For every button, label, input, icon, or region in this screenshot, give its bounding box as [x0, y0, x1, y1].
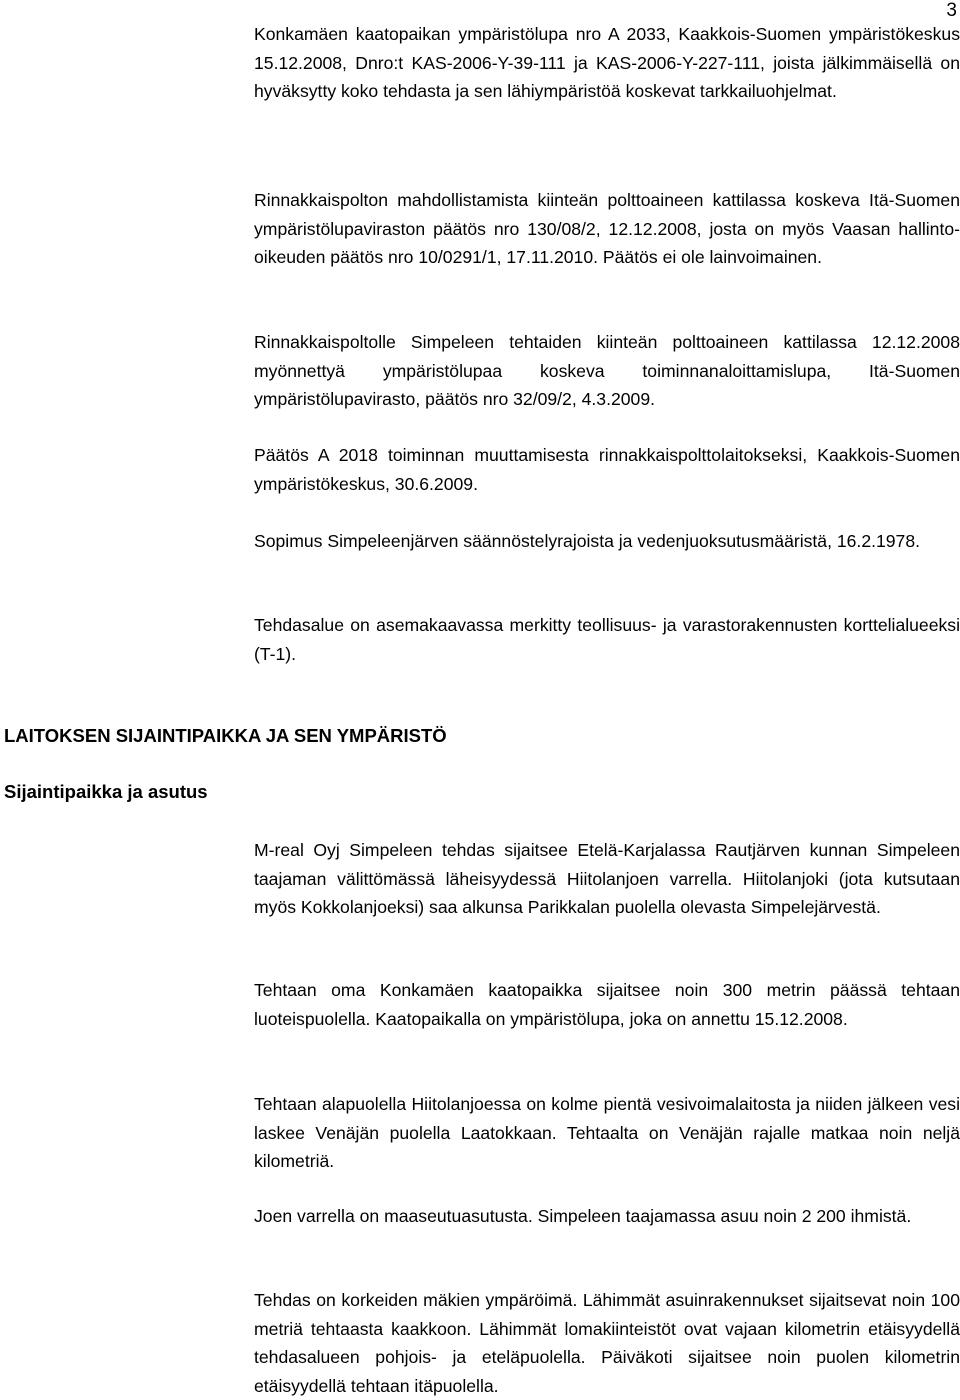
- paragraph-settlement: Joen varrella on maaseutuasutusta. Simpeleen taajamassa asuu noin 2 200 ihmistä.: [254, 1206, 912, 1226]
- section-heading: LAITOKSEN SIJAINTIPAIKKA JA SEN YMPÄRISTÖ: [4, 725, 447, 746]
- paragraph-surroundings: Tehdas on korkeiden mäkien ympäröimä. Lähimmät asuinrakennukset sijaitsevat noin 100 metriä tehtaasta kaakkoon. Lähimmät lomakiinteistöt ovat vajaan kilometrin etäisyydellä tehdasalueen pohjois- ja eteläpuolella. Päiväkoti sijaitsee noin puolen kilometrin etäisyydellä tehtaan itäpuolella.: [254, 1290, 960, 1396]
- paragraph-hydropower: Tehtaan alapuolella Hiitolanjoessa on kolme pientä vesivoimalaitosta ja niiden jälkeen vesi laskee Venäjän puolella Laatokkaan. Tehtaalta on Venäjän rajalle matkaa noin neljä kilometriä.: [254, 1094, 960, 1171]
- paragraph-commencement-permit: Rinnakkaispoltolle Simpeleen tehtaiden kiinteän polttoaineen kattilassa 12.12.2008 myönnettyä ympäristölupaa koskeva toiminnanaloittamislupa, Itä-Suomen ympäristölupavirasto, päätös nro 32/09/2, 4.3.2009.: [254, 332, 960, 409]
- paragraph-zoning: Tehdasalue on asemakaavassa merkitty teollisuus- ja varastorakennusten korttelialueeksi (T-1).: [254, 615, 960, 664]
- paragraph-decision-a2018: Päätös A 2018 toiminnan muuttamisesta rinnakkaispolttolaitokseksi, Kaakkois-Suomen ympäristökeskus, 30.6.2009.: [254, 445, 960, 494]
- paragraph-location: M-real Oyj Simpeleen tehdas sijaitsee Etelä-Karjalassa Rautjärven kunnan Simpeleen taajaman välittömässä läheisyydessä Hiitolanjoen varrella. Hiitolanjoki (jota kutsutaan myös Kokkolanjoeksi) saa alkunsa Parikkalan puolella olevasta Simpelejärvestä.: [254, 840, 960, 917]
- paragraph-co-incineration-decision: Rinnakkaispolton mahdollistamista kiinteän polttoaineen kattilassa koskeva Itä-Suomen ympäristölupaviraston päätös nro 130/08/2, 12.12.2008, josta on myös Vaasan hallinto-oikeuden päätös nro 10/0291/1, 17.11.2010. Päätös ei ole lainvoimainen.: [254, 190, 960, 267]
- paragraph-landfill-permit: Konkamäen kaatopaikan ympäristölupa nro A 2033, Kaakkois-Suomen ympäristökeskus 15.12.2008, Dnro:t KAS-2006-Y-39-111 ja KAS-2006-Y-227-111, joista jälkimmäisellä on hyväksytty koko tehdasta ja sen lähiympäristöä koskevat tarkkailuohjelmat.: [254, 24, 960, 101]
- paragraph-landfill-location: Tehtaan oma Konkamäen kaatopaikka sijaitsee noin 300 metrin päässä tehtaan luoteispuolella. Kaatopaikalla on ympäristölupa, joka on annettu 15.12.2008.: [254, 980, 960, 1029]
- subsection-heading: Sijaintipaikka ja asutus: [4, 781, 208, 802]
- paragraph-regulation-agreement: Sopimus Simpeleenjärven säännöstelyrajoista ja vedenjuoksutusmääristä, 16.2.1978.: [254, 531, 921, 551]
- page-number: 3: [946, 0, 957, 21]
